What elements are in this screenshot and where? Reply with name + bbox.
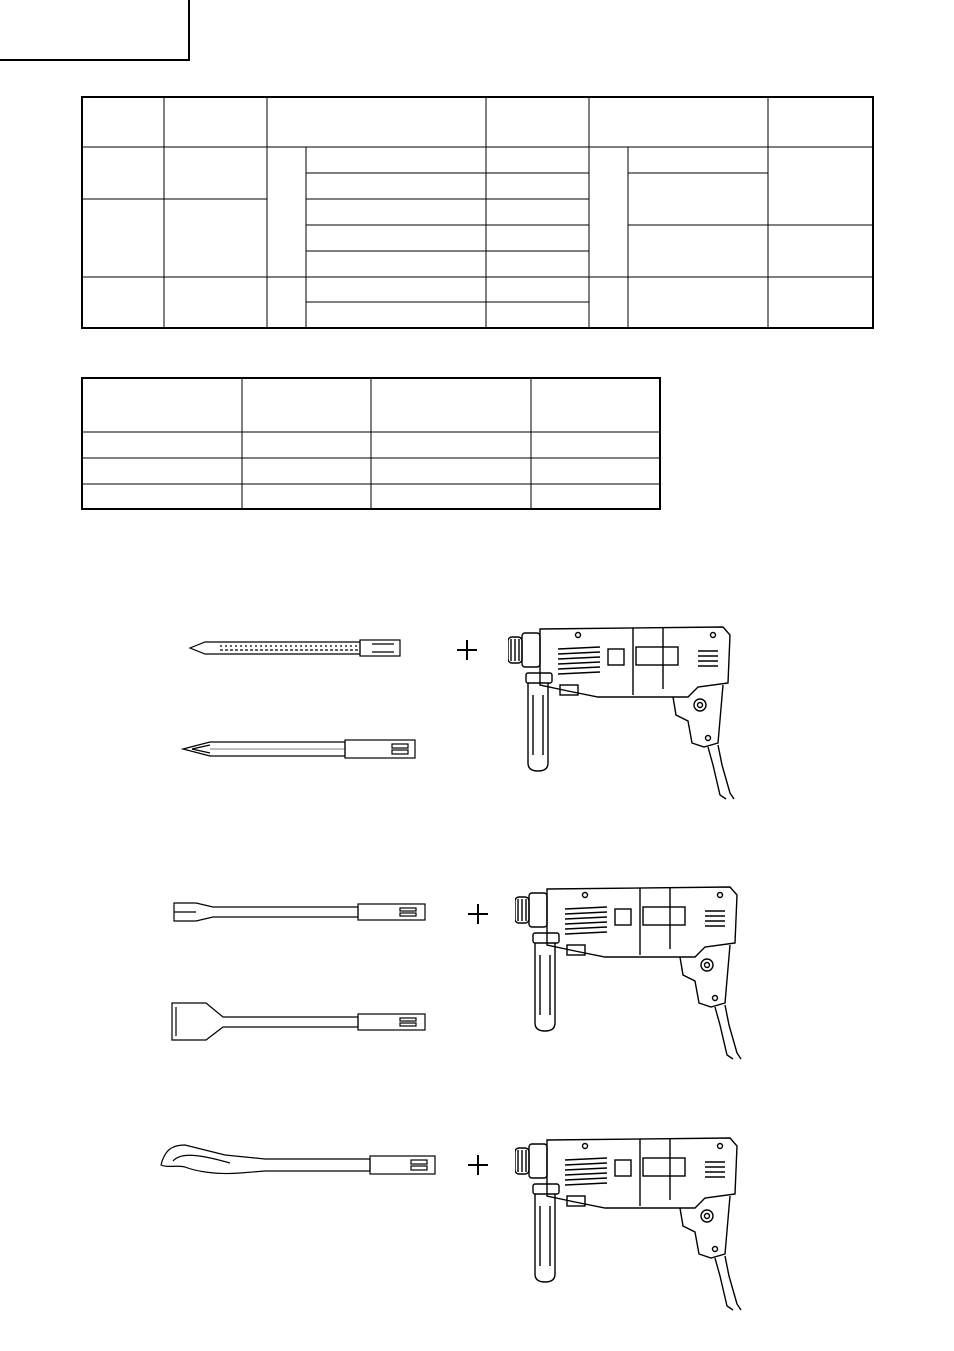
tables-grid <box>0 0 954 520</box>
pointed-chisel-icon <box>183 740 415 758</box>
rotary-hammer-icon <box>508 625 748 805</box>
rotary-hammer-icon <box>515 885 755 1065</box>
table2 <box>82 378 660 509</box>
bull-point-bit-icon <box>190 640 400 656</box>
plus-icon <box>455 638 479 662</box>
rotary-hammer-icon <box>515 1136 755 1316</box>
plus-icon <box>466 902 490 926</box>
plus-icon <box>466 1153 490 1177</box>
row3-bits <box>155 1135 445 1185</box>
row1-bits <box>180 630 430 770</box>
row2-bits <box>168 895 433 1045</box>
scaling-chisel-icon <box>172 1003 425 1040</box>
cold-chisel-icon <box>174 903 425 921</box>
table1 <box>82 97 873 328</box>
gouge-chisel-icon <box>161 1145 435 1174</box>
